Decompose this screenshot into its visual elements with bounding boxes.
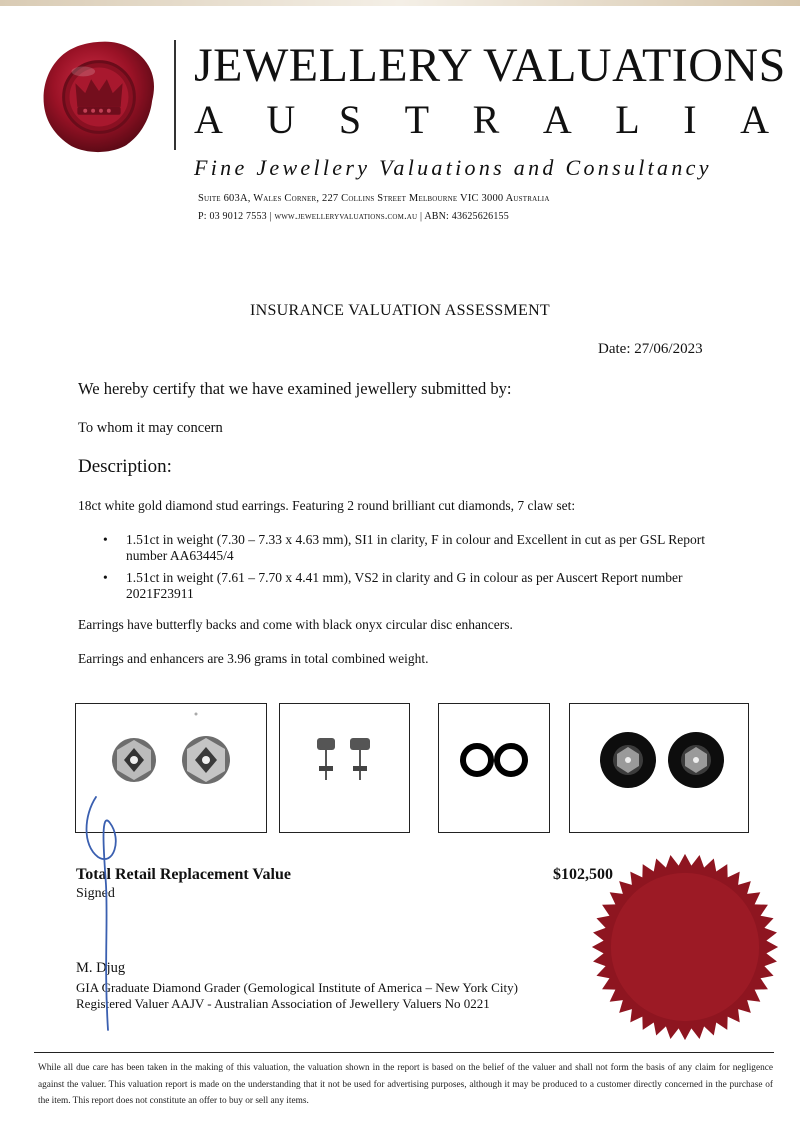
valuation-label: Total Retail Replacement Value — [76, 866, 291, 883]
signatory-credential: GIA Graduate Diamond Grader (Gemological Institute of America – New York City) — [76, 980, 518, 995]
footer-divider — [34, 1052, 774, 1053]
brand-name: JEWELLERY VALUATIONS — [194, 39, 786, 92]
recipient: To whom it may concern — [78, 420, 223, 436]
handwritten-signature — [74, 795, 144, 1035]
header-divider — [174, 40, 176, 150]
list-item — [78, 570, 738, 602]
onyx-disc-icon — [439, 704, 549, 832]
enhanced-studs-icon — [570, 704, 748, 832]
brand-country-letter: L — [615, 97, 640, 142]
list-item-text: 1.51ct in weight (7.30 – 7.33 x 4.63 mm), SI1 in clarity, F in colour and Excellent in cut as per GSL Report number AA63445/4 — [126, 532, 706, 563]
document-date: Date: 27/06/2023 — [598, 341, 703, 357]
weight-note: Earrings and enhancers are 3.96 grams in total combined weight. — [78, 651, 429, 666]
company-address: Suite 603A, Wales Corner, 227 Collins Street Melbourne VIC 3000 Australia — [198, 193, 550, 204]
stud-side-icon — [280, 704, 409, 832]
brand-country-letter: T — [404, 97, 430, 142]
signatory-credential: Registered Valuer AAJV - Australian Association of Jewellery Valuers No 0221 — [76, 996, 490, 1011]
wax-seal-crown-logo — [40, 38, 158, 156]
brand-country — [194, 96, 769, 143]
photo-onyx-enhancers — [438, 703, 550, 833]
bullet-icon: • — [103, 570, 108, 585]
brand-country-letter: A — [194, 97, 223, 142]
brand-country-letter: A — [740, 97, 769, 142]
tagline: Fine Jewellery Valuations and Consultancy — [194, 155, 712, 180]
list-item — [78, 532, 738, 564]
diamond-details-list — [78, 532, 738, 608]
valuation-amount: $102,500 — [553, 866, 613, 883]
red-embossed-seal — [590, 852, 780, 1042]
signatory-name: M. Djug — [76, 960, 126, 976]
list-item-text: 1.51ct in weight (7.61 – 7.70 x 4.41 mm), VS2 in clarity and G in colour as per Auscert Report number 2021F23911 — [126, 570, 683, 601]
signed-label: Signed — [76, 886, 115, 901]
backs-and-enhancers-note: Earrings have butterfly backs and come with black onyx circular disc enhancers. — [78, 617, 513, 632]
photo-diamond-studs-side — [279, 703, 410, 833]
company-contact: P: 03 9012 7553 | www.jewelleryvaluations.com.au | ABN: 43625626155 — [198, 211, 509, 222]
item-description: 18ct white gold diamond stud earrings. Featuring 2 round brilliant cut diamonds, 7 claw set: — [78, 498, 576, 513]
disclaimer: While all due care has been taken in the making of this valuation, the valuation shown in the report is based on the belief of the valuer and shall not form the basis of any claim for negligence against the valuer. This valuation report is made on the understanding that it not be used for advertising purposes, although it may be produced to a customer directly concerned in the purchase of the item. This report does not constitute an offer to buy or sell any items. — [38, 1063, 773, 1106]
document-title: INSURANCE VALUATION ASSESSMENT — [249, 302, 550, 319]
seal-center — [611, 873, 759, 1021]
description-heading: Description: — [78, 456, 172, 477]
brand-country-letter: U — [266, 97, 296, 142]
brand-country-letter: I — [683, 97, 697, 142]
bullet-icon: • — [103, 532, 108, 547]
photo-studs-with-enhancers — [569, 703, 749, 833]
certification-statement: We hereby certify that we have examined jewellery submitted by: — [78, 379, 512, 398]
brand-country-letter: R — [472, 97, 500, 142]
brand-country-letter: S — [338, 97, 362, 142]
page-top-edge — [0, 0, 800, 6]
brand-country-letter: A — [542, 97, 572, 142]
